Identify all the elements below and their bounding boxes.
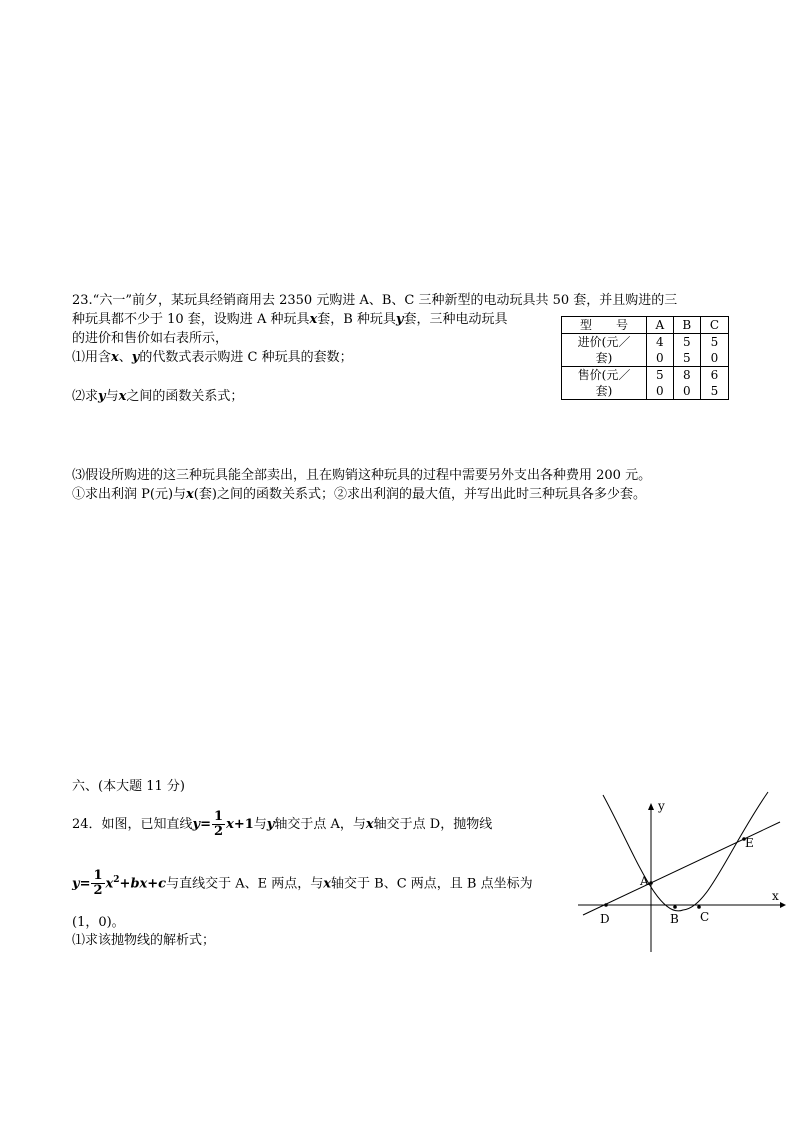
var-x: x (309, 312, 318, 327)
section-title: 六、(本大题 11 分) (72, 779, 185, 794)
q24-line1-d: 轴交于点 D，抛物线 (373, 817, 493, 832)
q23-part2-c: 之间的函数关系式； (126, 389, 244, 404)
cost-b: 5 5 (673, 334, 700, 367)
x-axis-arrow (780, 902, 786, 908)
q23-part1 (72, 349, 353, 367)
q23-line2-b: 套，B 种玩具 (317, 312, 396, 327)
q24-line2-c: 轴交于 B、C 两点，且 B 点坐标为 (331, 876, 533, 892)
q23-part3-sub (72, 486, 646, 504)
q24-part1: ⑴求该抛物线的解析式； (72, 933, 216, 948)
q23-line2-c: 套，三种电动玩具 (403, 312, 508, 327)
q23-line2 (72, 311, 508, 329)
header-a: A (647, 317, 674, 334)
plus-one: +1 (233, 817, 254, 832)
table-row-price (562, 367, 729, 400)
y-axis-label: y (658, 799, 665, 813)
q24-line2-b: 与直线交于 A、E 两点，与 (166, 876, 324, 892)
cost-label: 进价(元／ 套) (562, 334, 647, 367)
q23-line3: 的进价和售价如右表所示， (72, 331, 229, 346)
var-y: y (192, 817, 201, 832)
exponent: 2 (113, 875, 120, 885)
var-x: x (226, 817, 234, 832)
var-x: x (105, 876, 114, 892)
var-y: y (395, 312, 404, 327)
var-x: x (111, 350, 119, 365)
header-c: C (700, 317, 728, 334)
q24-line1 (72, 810, 492, 839)
header-model: 型 号 (562, 317, 647, 334)
fraction-half: $\frac{1}{2}$ (214, 809, 224, 839)
var-x: x (118, 389, 127, 404)
point-a (649, 881, 653, 885)
header-b: B (673, 317, 700, 334)
price-b: 8 0 (673, 367, 700, 400)
label-d: D (600, 912, 610, 926)
fraction-half: $\frac{1}{2}$ (93, 868, 103, 899)
var-y: y (266, 817, 275, 832)
table-row-cost (562, 334, 729, 367)
q23-part2-b: 与 (105, 389, 119, 404)
price-table (561, 316, 729, 400)
label-a: A (640, 874, 649, 888)
label-e: E (745, 836, 754, 850)
q23-line1: 23.“六一”前夕，某玩具经销商用去 2350 元购进 A、B、C 三种新型的电动玩具共 50 套，并且购进的三 (72, 293, 678, 308)
var-y: y (72, 876, 80, 892)
parabola-curve (603, 792, 768, 911)
point-c (697, 905, 701, 909)
q24-line1-a: 24．如图，已知直线 (72, 817, 193, 832)
label-c: C (700, 910, 710, 924)
q23-part2-a: ⑵求 (72, 389, 99, 404)
var-y: y (98, 389, 106, 404)
q23-part3: ⑶假设所购进的这三种玩具能全部卖出，且在购销这种玩具的过程中需要另外支出各种费用 200 元。 (72, 468, 652, 483)
point-b (673, 905, 677, 909)
cost-c: 5 0 (700, 334, 728, 367)
var-x: x (365, 817, 374, 832)
q23-part1-b: 、 (118, 350, 132, 365)
cost-a: 4 0 (647, 334, 674, 367)
q24-line2 (72, 866, 533, 898)
parabola-figure (578, 790, 788, 960)
y-axis-arrow (648, 803, 654, 810)
price-label: 售价(元／ 套) (562, 367, 647, 400)
price-a: 5 0 (647, 367, 674, 400)
price-c: 6 5 (700, 367, 728, 400)
q23-part2 (72, 388, 243, 406)
equals: = (200, 817, 212, 832)
label-b: B (670, 912, 679, 926)
q24-line1-b: 与 (253, 817, 267, 832)
bx-c-term: +bx+c (119, 876, 167, 892)
var-x: x (186, 487, 194, 502)
x-axis-label: x (772, 889, 779, 903)
q23-line2-a: 种玩具都不少于 10 套，设购进 A 种玩具 (72, 312, 310, 327)
q24-line3: (1，0)。 (72, 915, 125, 930)
q23-part3-sub-a: ①求出利润 P(元)与 (72, 487, 187, 502)
q23-part3-sub-b: (套)之间的函数关系式；②求出利润的最大值，并写出此时三种玩具各多少套。 (193, 487, 646, 502)
var-x: x (323, 876, 332, 892)
point-d (604, 903, 608, 907)
q23-part1-a: ⑴用含 (72, 350, 112, 365)
q24-line1-c: 轴交于点 A，与 (274, 817, 366, 832)
table-header-row (562, 317, 729, 334)
equals: = (79, 876, 91, 892)
var-y: y (131, 350, 140, 365)
q23-part1-c: 的代数式表示购进 C 种玩具的套数； (139, 350, 353, 365)
